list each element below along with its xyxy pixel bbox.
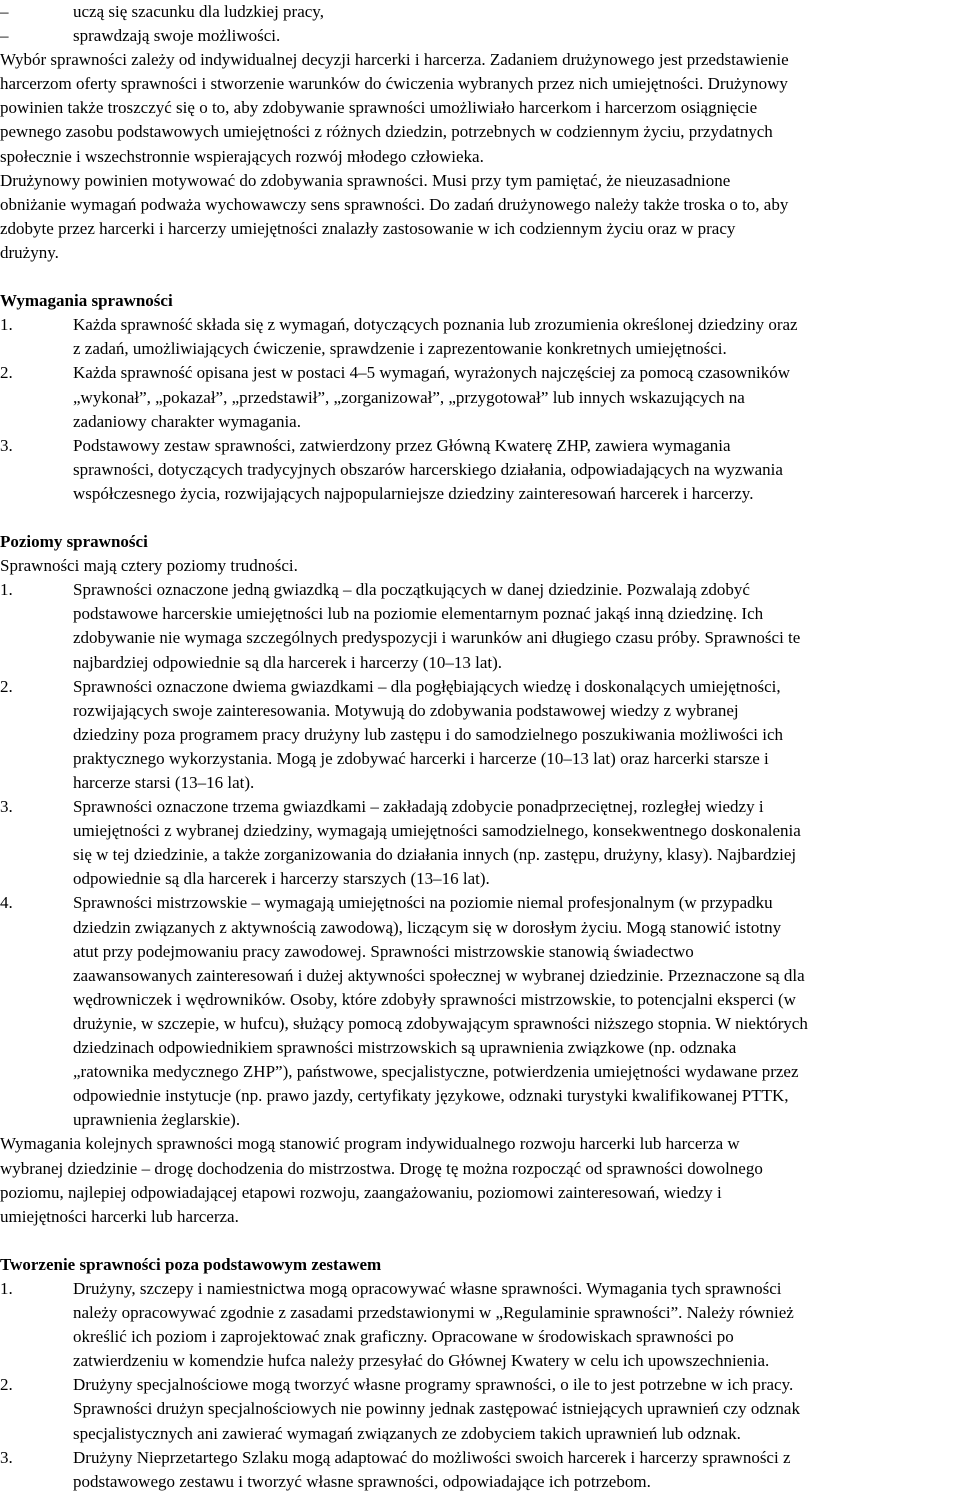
section-levels <box>0 530 956 1229</box>
item-line: Sprawności oznaczone dwiema gwiazdkami – dla pogłębiających wiedzę i doskonalących umiejętności, <box>73 676 781 696</box>
section-requirements <box>0 289 956 506</box>
item-line: odpowiednie instytucje (np. prawo jazdy, certyfikaty językowe, odznaki turystyki kwalifikowanej PTTK, <box>73 1086 789 1106</box>
text-line: harcerzom oferty sprawności i stworzenie warunków do ćwiczenia wybranych przez nich umiejętności. Drużynowy <box>0 74 788 94</box>
text-line: wybranej dziedzinie – drogę dochodzenia do mistrzostwa. Drogę tę można rozpocząć od sprawności dowolnego <box>0 1158 763 1178</box>
item-line: dziedzinach odpowiednikiem sprawności mistrzowskich są uprawnienia związkowe (np. odznaka <box>73 1038 737 1058</box>
numbered-item <box>0 891 956 1132</box>
spacer <box>0 1229 956 1253</box>
item-line: praktycznego wykorzystania. Mogą je zdobywać harcerki i harcerze (10–13 lat) oraz harcerki starsze i <box>73 748 769 768</box>
text-line: Drużynowy powinien motywować do zdobywania sprawności. Musi przy tym pamiętać, że nieuzasadnione <box>0 170 731 190</box>
numbered-item <box>0 1277 956 1373</box>
numbered-item <box>0 1373 956 1445</box>
item-number: 2. <box>0 1375 13 1395</box>
text-line: poziomu, najlepiej odpowiadającej etapowi rozwoju, zaangażowaniu, poziomowi zainteresowań, wiedzy i <box>0 1182 722 1202</box>
item-line: „wykonał”, „pokazał”, „przedstawił”, „zorganizował”, „przygotował” lub innych wskazujących na <box>73 387 745 407</box>
section-creation <box>0 1253 956 1494</box>
numbered-item <box>0 578 956 674</box>
bullet-dash: – <box>0 26 9 46</box>
item-line: odpowiednie są dla harcerek i harcerzy starszych (13–16 lat). <box>73 869 490 889</box>
text-line: powinien także troszczyć się o to, aby zdobywanie sprawności umożliwiało harcerkom i harcerzom osiągnięcie <box>0 98 758 118</box>
text-line: pewnego zasobu podstawowych umiejętności z różnych dziedzin, potrzebnych w codziennym życiu, przydatnych <box>0 122 773 142</box>
item-line: Drużyny specjalnościowe mogą tworzyć własne programy sprawności, o ile to jest potrzebne w ich pracy. <box>73 1375 794 1395</box>
numbered-item <box>0 434 956 506</box>
list-item <box>0 24 956 48</box>
bullet-text: uczą się szacunku dla ludzkiej pracy, <box>73 2 324 21</box>
item-number: 4. <box>0 893 13 913</box>
item-line: Każda sprawność opisana jest w postaci 4–5 wymagań, wyrażonych najczęściej za pomocą czasowników <box>73 363 791 383</box>
item-line: z zadań, umożliwiających ćwiczenie, sprawdzenie i zaprezentowanie konkretnych umiejętności. <box>73 339 727 359</box>
text-line: drużyny. <box>0 242 59 262</box>
item-line: dziedziny poza programem pracy drużyny lub zastępu i do samodzielnego poszukiwania możliwości ich <box>73 724 783 744</box>
item-number: 1. <box>0 315 13 335</box>
item-number: 1. <box>0 1278 13 1298</box>
section-intro: Sprawności mają cztery poziomy trudności. <box>0 556 298 576</box>
numbered-item <box>0 795 956 891</box>
item-number: 3. <box>0 797 13 817</box>
item-line: wędrowniczek i wędrowników. Osoby, które zdobyły sprawności mistrzowskie, to potencjalni eksperci (w <box>73 989 796 1009</box>
item-line: sprawności, dotyczących tradycyjnych obszarów harcerskiego działania, odpowiadających na wyzwania <box>73 459 783 479</box>
text-line: zdobyte przez harcerki i harcerzy umiejętności znalazły zastosowanie w ich codziennym życiu oraz w pracy <box>0 218 736 238</box>
numbered-item <box>0 313 956 361</box>
item-number: 3. <box>0 435 13 455</box>
item-number: 3. <box>0 1447 13 1467</box>
item-line: Sprawności oznaczone jedną gwiazdką – dla początkujących w danej dziedzinie. Pozwalają zdobyć <box>73 580 750 600</box>
item-line: się w tej dziedzinie, a także zorganizowania do działania innych (np. zastępu, drużyny, klasy). Najbardziej <box>73 845 797 865</box>
item-line: najbardziej odpowiednie są dla harcerek i harcerzy (10–13 lat). <box>73 652 503 672</box>
item-line: uprawnienia żeglarskie). <box>73 1110 241 1130</box>
intro-paragraph <box>0 48 956 168</box>
section-heading: Poziomy sprawności <box>0 532 148 552</box>
item-line: umiejętności z wybranej dziedziny, wymagają umiejętności samodzielnego, konsekwentnego doskonalenia <box>73 821 801 841</box>
item-line: atut przy podejmowaniu pracy zawodowej. Sprawności mistrzowskie stanowią świadectwo <box>73 941 694 961</box>
item-line: „ratownika medycznego ZHP”), państwowe, specjalistyczne, potwierdzenia umiejętności wydawane przez <box>73 1062 799 1082</box>
spacer <box>0 506 956 530</box>
text-line: Wybór sprawności zależy od indywidualnej decyzji harcerki i harcerza. Zadaniem drużynowego jest przedstawienie <box>0 50 789 70</box>
item-line: podstawowe harcerskie umiejętności lub na poziomie elementarnym poznać jakąś inną dziedzinę. Ich <box>73 604 764 624</box>
item-line: Każda sprawność składa się z wymagań, dotyczących poznania lub zrozumienia określonej dziedziny oraz <box>73 315 798 335</box>
item-line: należy opracowywać zgodnie z zasadami przedstawionymi w „Regulaminie sprawności”. Należy również <box>73 1303 794 1323</box>
numbered-item <box>0 675 956 795</box>
item-line: Sprawności mistrzowskie – wymagają umiejętności na poziomie niemal profesjonalnym (w przypadku <box>73 893 773 913</box>
section-closing-paragraph <box>0 1132 956 1228</box>
intro-paragraph <box>0 169 956 265</box>
item-line: dziedzin związanych z aktywnością zawodową), liczącym się w dorosłym życiu. Mogą stanowić istotny <box>73 917 782 937</box>
item-line: rozwijających swoje zainteresowania. Motywują do zdobywania podstawowej wiedzy z wybranej <box>73 700 739 720</box>
section-heading: Tworzenie sprawności poza podstawowym zestawem <box>0 1254 382 1274</box>
item-number: 2. <box>0 676 13 696</box>
numbered-item <box>0 361 956 433</box>
section-heading: Wymagania sprawności <box>0 291 173 311</box>
item-number: 1. <box>0 580 13 600</box>
numbered-item <box>0 1446 956 1494</box>
item-line: podstawowego zestawu i tworzyć własne sprawności, odpowiadające ich potrzebom. <box>73 1471 651 1491</box>
item-number: 2. <box>0 363 13 383</box>
item-line: specjalistycznych ani zawierać wymagań związanych ze zdobyciem takich uprawnień lub odznak. <box>73 1423 741 1443</box>
text-line: obniżanie wymagań podważa wychowawczy sens sprawności. Do zadań drużynowego należy także troska o to, aby <box>0 194 789 214</box>
item-line: Sprawności oznaczone trzema gwiazdkami – zakładają zdobycie ponadprzeciętnej, rozległej wiedzy i <box>73 797 764 817</box>
list-item <box>0 0 956 24</box>
item-line: drużynie, w szczepie, w hufcu), służący pomocą zdobywającym sprawności niższego stopnia. W niektórych <box>73 1013 808 1033</box>
item-line: zaawansowanych zainteresowań i dużej aktywności społecznej w wybranej dziedzinie. Przeznaczone są dla <box>73 965 805 985</box>
intro-bullet-list <box>0 0 956 48</box>
spacer <box>0 265 956 289</box>
item-line: Sprawności drużyn specjalnościowych nie powinny jednak zastępować istniejących uprawnień czy odznak <box>73 1399 800 1419</box>
item-line: określić ich poziom i zaprojektować znak graficzny. Opracowane w środowiskach sprawności po <box>73 1327 734 1347</box>
item-line: zadaniowy charakter wymagania. <box>73 411 301 431</box>
text-line: społecznie i wszechstronnie wspierających rozwój młodego człowieka. <box>0 146 484 166</box>
bullet-dash: – <box>0 2 9 21</box>
item-line: współczesnego życia, rozwijających najpopularniejsze dziedziny zainteresowań harcerek i harcerzy. <box>73 483 754 503</box>
item-line: zdobywanie nie wymaga szczególnych predyspozycji i warunków ani długiego czasu próby. Sprawności te <box>73 628 801 648</box>
text-line: umiejętności harcerki lub harcerza. <box>0 1206 239 1226</box>
item-line: harcerze starsi (13–16 lat). <box>73 773 255 792</box>
bullet-text: sprawdzają swoje możliwości. <box>73 26 281 46</box>
item-line: zatwierdzeniu w komendzie hufca należy przesyłać do Głównej Kwatery w celu ich upowszechnienia. <box>73 1351 770 1371</box>
text-line: Wymagania kolejnych sprawności mogą stanowić program indywidualnego rozwoju harcerki lub harcerza w <box>0 1134 740 1154</box>
item-line: Drużyny, szczepy i namiestnictwa mogą opracowywać własne sprawności. Wymagania tych sprawności <box>73 1278 782 1298</box>
item-line: Podstawowy zestaw sprawności, zatwierdzony przez Główną Kwaterę ZHP, zawiera wymagania <box>73 435 731 455</box>
item-line: Drużyny Nieprzetartego Szlaku mogą adaptować do możliwości swoich harcerek i harcerzy sprawności z <box>73 1447 791 1467</box>
